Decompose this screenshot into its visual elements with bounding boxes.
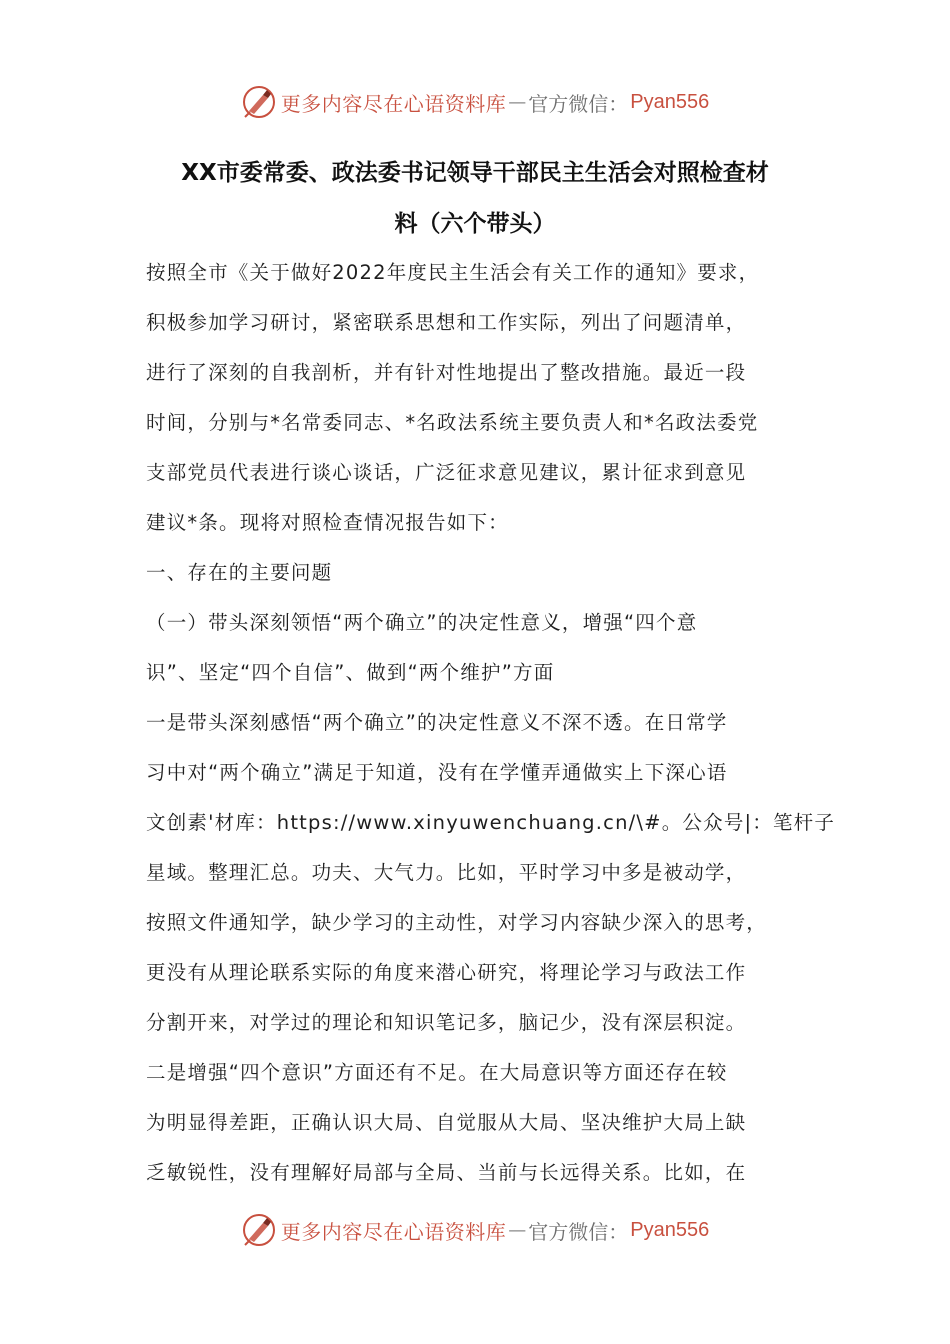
body-line: 支部党员代表进行谈心谈话，广泛征求意见建议，累计征求到意见	[146, 461, 747, 484]
body-line: 按照全市《关于做好2022年度民主生活会有关工作的通知》要求，	[146, 261, 760, 284]
body-line: 更没有从理论联系实际的角度来潜心研究，将理论学习与政法工作	[146, 961, 747, 984]
pen-nib-logo-icon	[241, 84, 277, 120]
document-title-line-1: XX市委常委、政法委书记领导干部民主生活会对照检查材	[181, 160, 769, 186]
banner-official-label: 官方微信：	[528, 1219, 629, 1244]
banner-main-text: 更多内容尽在心语资料库	[280, 1219, 507, 1244]
pen-nib-logo-icon	[241, 1212, 277, 1248]
document-title-line-2: 料（六个带头）	[394, 211, 556, 237]
body-line-with-link: 文创素'材库：https://www.xinyuwenchuang.cn/\#。公众号|：笔杆子	[146, 811, 836, 834]
banner-wechat-id: Pyan556	[630, 90, 710, 113]
body-line: 乏敏锐性，没有理解好局部与全局、当前与长远得关系。比如，在	[146, 1161, 747, 1184]
section-heading: 一、存在的主要问题	[146, 561, 333, 584]
body-line: 积极参加学习研讨，紧密联系思想和工作实际，列出了问题清单，	[146, 311, 747, 334]
body-line: 建议*条。现将对照检查情况报告如下：	[146, 511, 509, 534]
banner-separator: —	[508, 91, 527, 113]
subsection-heading: 识”、坚定“四个自信”、做到“两个维护”方面	[146, 661, 555, 684]
body-line: 按照文件通知学，缺少学习的主动性，对学习内容缺少深入的思考，	[146, 911, 768, 934]
body-line: 时间，分别与*名常委同志、*名政法系统主要负责人和*名政法委党	[146, 411, 759, 434]
banner-wechat-id: Pyan556	[630, 1218, 710, 1241]
document-body	[146, 248, 836, 1198]
header-watermark-banner	[0, 82, 950, 122]
banner-separator: —	[508, 1219, 527, 1241]
body-line: 习中对“两个确立”满足于知道，没有在学懂弄通做实上下深心语	[146, 761, 728, 784]
body-line: 为明显得差距，正确认识大局、自觉服从大局、坚决维护大局上缺	[146, 1111, 747, 1134]
banner-main-text: 更多内容尽在心语资料库	[280, 91, 507, 116]
body-line: 一是带头深刻感悟“两个确立”的决定性意义不深不透。在日常学	[146, 711, 728, 734]
body-line: 分割开来，对学过的理论和知识笔记多，脑记少，没有深层积淀。	[146, 1011, 747, 1034]
subsection-heading: （一）带头深刻领悟“两个确立”的决定性意义，增强“四个意	[146, 611, 698, 634]
body-line: 二是增强“四个意识”方面还有不足。在大局意识等方面还存在较	[146, 1061, 728, 1084]
body-line: 星域。整理汇总。功夫、大气力。比如，平时学习中多是被动学，	[146, 861, 747, 884]
body-line: 进行了深刻的自我剖析，并有针对性地提出了整改措施。最近一段	[146, 361, 747, 384]
footer-watermark-banner	[0, 1210, 950, 1250]
banner-official-label: 官方微信：	[528, 91, 629, 116]
